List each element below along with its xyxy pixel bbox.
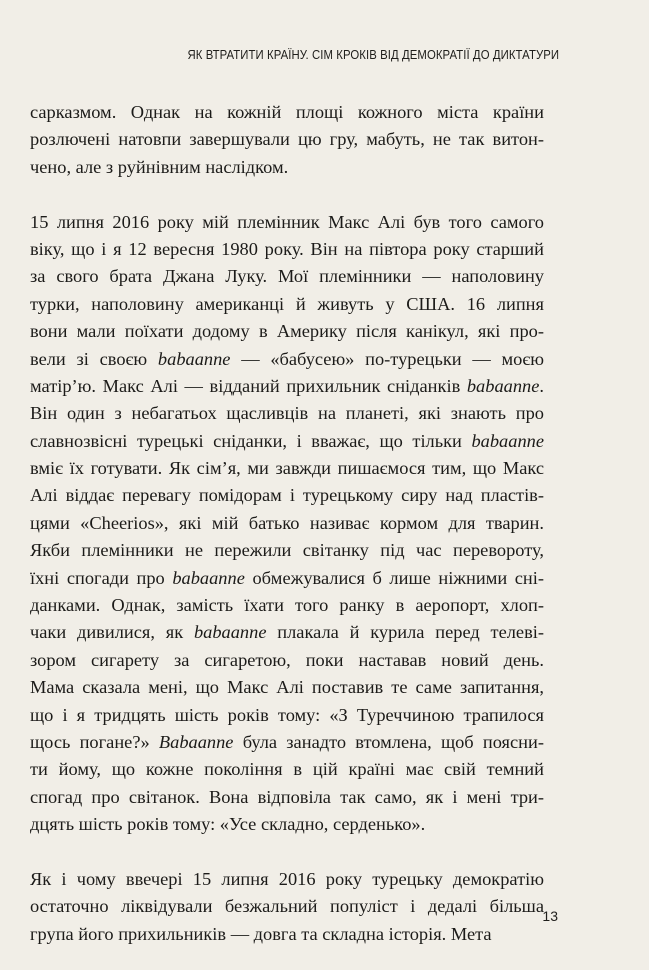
text-line <box>30 346 544 373</box>
text-line <box>30 318 544 345</box>
text-run: Як і чому ввечері 15 липня 2016 року турецьку демократію <box>30 868 544 889</box>
text-run: Він один з небагатьох щасливців на планеті, які знають про <box>30 403 544 424</box>
text-line <box>30 674 544 701</box>
running-header: ЯК ВТРАТИТИ КРАЇНУ. СІМ КРОКІВ ВІД ДЕМОКРАТІЇ ДО ДИКТАТУРИ <box>187 47 559 62</box>
text-run: чено, але з руйнівним наслідком. <box>30 156 289 177</box>
text-run: обмежувалися б лише ніжними сні- <box>244 567 544 588</box>
text-line <box>30 592 544 619</box>
text-run: спогад про світанок. Вона відповіла так само, як і мені три- <box>30 786 544 807</box>
text-run: славнозвісні турецькі сніданки, і вважає, що тільки <box>30 430 472 451</box>
text-run: . <box>539 375 544 396</box>
text-run: Алі віддає перевагу помідорам і турецькому сиру над пластів- <box>30 485 544 506</box>
text-line <box>30 263 544 290</box>
text-run: була занадто втомлена, щоб поясни- <box>233 731 544 752</box>
text-line <box>30 702 544 729</box>
italic-word: Babaanne <box>158 731 234 752</box>
paragraph <box>30 209 544 839</box>
text-line <box>30 236 544 263</box>
text-line <box>30 154 544 181</box>
text-run: вели зі своєю <box>30 348 158 369</box>
italic-word: babaanne <box>471 430 544 451</box>
text-run: — «бабусею» по-турецьки — моєю <box>230 348 544 369</box>
text-line <box>30 893 544 920</box>
text-line <box>30 510 544 537</box>
text-line <box>30 756 544 783</box>
text-run: ти йому, що кожне покоління в цій країні має свій темний <box>30 759 544 780</box>
text-run: чаки дивилися, як <box>30 622 194 643</box>
text-line <box>30 784 544 811</box>
text-run: їхні спогади про <box>30 567 173 588</box>
text-run: Мама сказала мені, що Макс Алі поставив те саме запитання, <box>30 677 544 698</box>
text-run: група його прихильників — довга та складна історія. Мета <box>30 923 492 944</box>
text-run: вміє їх готувати. Як сім’я, ми завжди пишаємося тим, що Макс <box>30 458 544 479</box>
text-line <box>30 619 544 646</box>
text-line <box>30 921 544 948</box>
text-run: остаточно ліквідували безжальний популіст і дедалі більша <box>30 896 544 917</box>
text-run: данками. Однак, замість їхати того ранку в аеропорт, хлоп- <box>30 595 544 616</box>
text-line <box>30 400 544 427</box>
text-line <box>30 428 544 455</box>
text-line <box>30 455 544 482</box>
text-line <box>30 126 544 153</box>
paragraph-gap <box>30 181 544 208</box>
text-run: 15 липня 2016 року мій племінник Макс Алі був того самого <box>30 211 544 232</box>
text-run: що і я тридцять шість років тому: «З Туреччиною трапилося <box>30 704 544 725</box>
text-run: сарказмом. Однак на кожній площі кожного міста країни <box>30 102 544 122</box>
text-run: віку, що і я 12 вересня 1980 року. Він на півтора року старший <box>30 238 544 259</box>
text-line <box>30 373 544 400</box>
text-run: зором сигарету за сигаретою, поки наставав новий день. <box>30 649 544 670</box>
text-run: дцять шість років тому: «Усе складно, серденько». <box>30 814 426 835</box>
italic-word: babaanne <box>172 567 245 588</box>
text-run: за свого брата Джана Луку. Мої племінники — наполовину <box>30 266 544 287</box>
paragraph <box>30 99 544 181</box>
text-run: матір’ю. Макс Алі — відданий прихильник сніданків <box>30 375 467 396</box>
italic-word: babaanne <box>157 348 231 369</box>
italic-word: babaanne <box>466 375 540 396</box>
paragraph-gap <box>30 839 544 866</box>
text-run: Якби племінники не пережили світанку під час перевороту, <box>30 540 544 561</box>
text-run: розлючені натовпи завершували цю гру, мабуть, не так витон- <box>30 129 544 150</box>
text-line <box>30 291 544 318</box>
text-line <box>30 811 544 838</box>
page-number: 13 <box>542 908 558 924</box>
text-line <box>30 99 544 126</box>
text-run: вони мали поїхати додому в Америку після канікул, які про- <box>30 321 544 342</box>
text-run: турки, наполовину американці й живуть у США. 16 липня <box>30 293 544 314</box>
text-run: цями «Cheerios», які мій батько називає кормом для тварин. <box>30 512 544 533</box>
text-line <box>30 647 544 674</box>
paragraph <box>30 866 544 948</box>
text-line <box>30 537 544 564</box>
text-line <box>30 729 544 756</box>
text-line <box>30 866 544 893</box>
text-line <box>30 482 544 509</box>
text-line <box>30 209 544 236</box>
italic-word: babaanne <box>193 622 267 643</box>
text-line <box>30 565 544 592</box>
text-run: плакала й курила перед телеві- <box>266 622 545 643</box>
body-text <box>30 99 544 948</box>
text-run: щось погане?» <box>30 731 159 752</box>
